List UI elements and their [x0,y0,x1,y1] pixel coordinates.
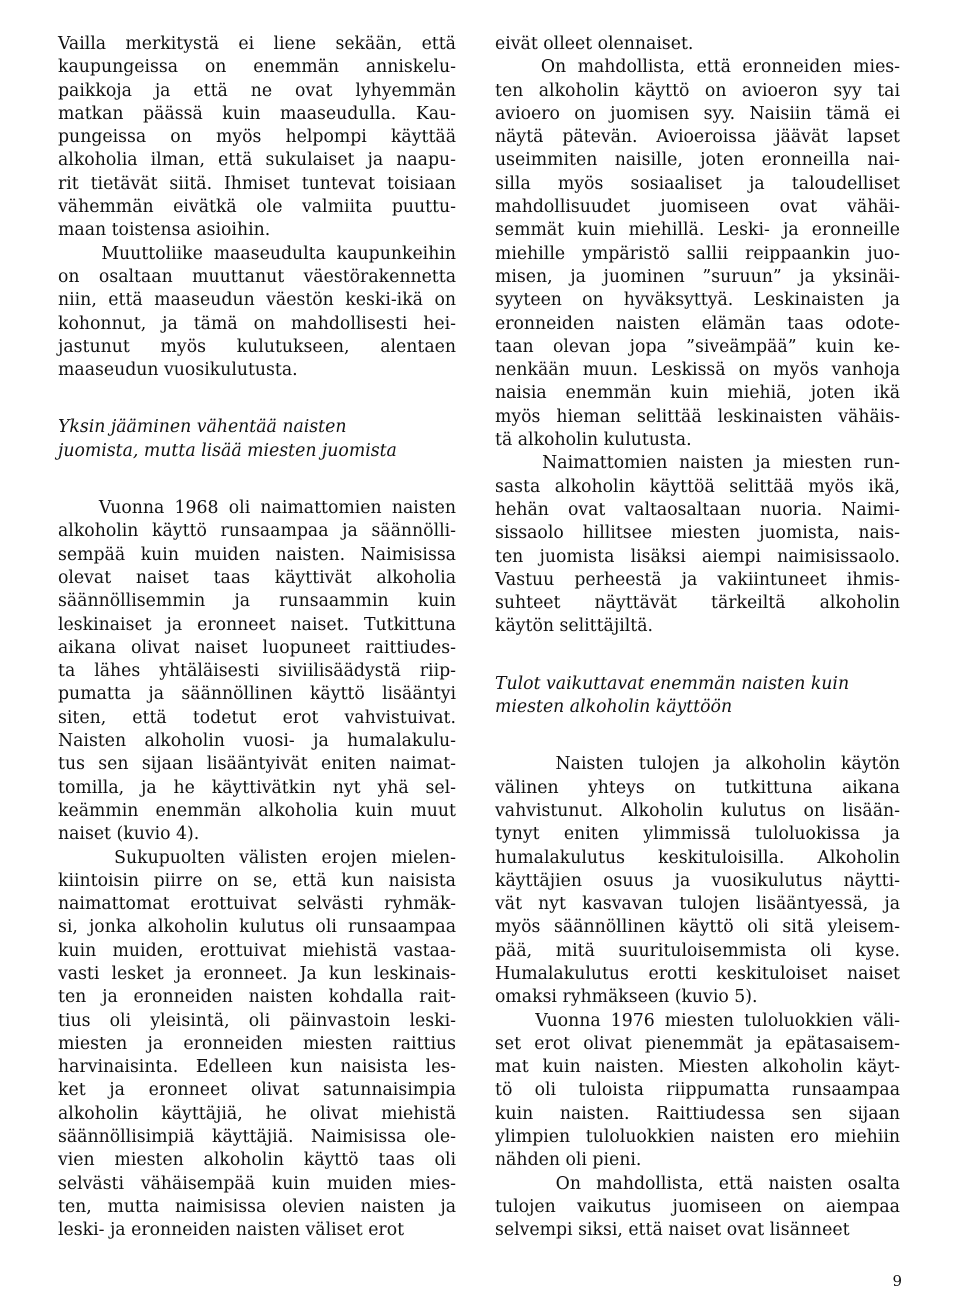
section-heading-line: juomista, mutta lisää miesten juomista [58,440,397,461]
paragraph-line: alkoholin käyttö runsaampaa ja säännölli- [58,521,456,542]
paragraph-line: myös säännöllinen käyttö oli sitä yleisem- [495,917,900,938]
paragraph-line: kuin naisten. Raittiudessa sen sijaan [495,1103,900,1124]
paragraph-line: omaksi ryhmäkseen (kuvio 5). [495,987,758,1008]
paragraph-line: ylimpien tuloluokkien naisten ero miehiin [495,1127,900,1148]
paragraph-line: tius oli yleisintä, oli päinvastoin leski- [58,1010,456,1031]
paragraph-line: naiset (kuvio 4). [58,824,200,845]
right-column [495,33,900,1243]
paragraph-line: alkoholin käyttäjiä, he olivat miehistä [58,1103,456,1124]
paragraph-line: mahdollisuudet juomiseen ovat vähäi- [495,197,900,218]
paragraph-line: sissaolo hillitsee miesten juomista, nais- [495,523,900,544]
paragraph-line: miesten ja eronneiden miesten raittius [58,1033,456,1054]
paragraph-line: myös hieman selittää leskinaisten vähäis- [495,406,900,427]
paragraph-line: vien miesten alkoholin käyttö taas oli [58,1150,456,1171]
paragraph-line: selvempi siksi, että naiset ovat lisänneet [495,1220,850,1241]
paragraph-line: misen, ja juominen ”suruun” ja yksinäi- [495,266,900,287]
paragraph-line: tus sen sijaan lisääntyivät eniten naimat- [58,754,456,775]
paragraph-line: leski- ja eronneiden naisten väliset erot [58,1220,405,1241]
left-column [58,33,456,1243]
paragraph-line: pumatta ja säännöllinen käyttö lisääntyi [58,684,456,705]
paragraph-line: näytä pätevän. Avioeroissa jäävät lapset [495,127,900,148]
paragraph-line: tulojen vaikutus juomiseen on aiempaa [495,1196,900,1217]
paragraph-line: semmät kuin miehillä. Leski- ja eronneille [495,220,900,241]
paragraph-line: maan toistensa asioihin. [58,220,271,241]
paragraph-line: set erot olivat pienemmät ja epätasaisem- [495,1033,900,1054]
paragraph-line: suhteet näyttävät tärkeiltä alkoholin [495,593,900,614]
paragraph-line: ta lähes yhtäläisesti siviilisäädystä riip- [58,661,456,682]
paragraph-line: tynyt eniten ylimmissä tuloluokissa ja [495,824,900,845]
paragraph-line: kohonnut, ja tämä on mahdollisesti hei- [58,313,456,334]
paragraph-line: selvästi vähäisempää kuin muiden mies- [58,1173,456,1194]
paragraph-line: taan olevan jopa ”siveämpää” kuin ke- [495,336,900,357]
paragraph-line: vähemmän eivätkä ole valmiita puuttu- [58,197,456,218]
paragraph-line: nähden oli pieni. [495,1150,642,1171]
paragraph-line: si, jonka alkoholin kulutus oli runsaampaa [58,917,456,938]
paragraph-line: sempää kuin muiden naisten. Naimisissa [58,544,456,565]
paragraph-line: kiintoisin piirre on se, että kun naisista [58,870,456,891]
paragraph-line: leskinaiset ja eronneet naiset. Tutkittuna [58,614,456,635]
paragraph-line: miehille ympäristö sallii reippaankin juo- [495,243,900,264]
paragraph-line: hehän ovat valtaosaltaan nuoria. Naimi- [495,499,900,520]
paragraph-line: matkan päässä kuin maaseudulla. Kau- [58,103,456,124]
paragraph-line: Naisten tulojen ja alkoholin käytön [495,754,900,775]
paragraph-line: eronneiden naisten elämän taas odote- [495,313,900,334]
paragraph-line: nenkään muun. Leskissä on myös vanhoja [495,360,900,381]
paragraph-line: Sukupuolten välisten erojen mielen- [58,847,456,868]
paragraph-line: olevat naiset taas käyttivät alkoholia [58,567,456,588]
paragraph-line: ten ja eronneiden naisten kohdalla rait- [58,987,456,1008]
paragraph-line: vahvistunut. Alkoholin kulutus on lisään- [495,800,900,821]
page-number: 9 [892,1272,902,1290]
paragraph-line: tä alkoholin kulutusta. [495,430,692,451]
paragraph-line: ten alkoholin käyttö on avioeron syy tai [495,80,900,101]
paragraph-line: harvinaisinta. Edelleen kun naisista les- [58,1057,456,1078]
paragraph-line: tomilla, ja he käyttivätkin nyt yhä sel- [58,777,456,798]
paragraph-line: käytön selittäjiltä. [495,616,654,637]
section-heading-line: miesten alkoholin käyttöön [495,697,733,718]
paragraph-line: kuin muiden, erottuivat miehistä vastaa- [58,940,456,961]
paragraph-line: ket ja eronneet olivat satunnaisimpia [58,1080,456,1101]
paragraph-line: vät nyt kasvavan tulojen lisääntyessä, ja [495,894,900,915]
paragraph-line: Vastuu perheestä ja vakiintuneet ihmis- [495,569,900,590]
paragraph-line: Vuonna 1976 miesten tuloluokkien väli- [495,1010,900,1031]
paragraph-line: alkoholia ilman, että sukulaiset ja naapu- [58,150,456,171]
paragraph-line: välinen yhteys on tutkittuna aikana [495,777,900,798]
paragraph-line: avioero on juomisen syy. Naisiin tämä ei [495,103,900,124]
paragraph-line: vasti lesket ja eronneet. Ja kun leskinais- [58,963,456,984]
paragraph-line: humalakulutus keskituloisilla. Alkoholin [495,847,900,868]
paragraph-line: ten, mutta naimisissa olevien naisten ja [58,1196,456,1217]
paragraph-line: niin, että maaseudun väestön keski-ikä on [58,290,456,311]
section-heading-line: Tulot vaikuttavat enemmän naisten kuin [495,673,850,694]
paragraph-line: On mahdollista, että eronneiden mies- [495,57,900,78]
paragraph-line: eivät olleet olennaiset. [495,34,694,54]
paragraph-line: On mahdollista, että naisten osalta [495,1173,900,1194]
paragraph-line: naimattomat erottuivat selvästi ryhmäk- [58,894,456,915]
paragraph-line: sasta alkoholin käyttöä selittää myös ikä, [495,476,900,497]
paragraph-line: syyteen on hyväksyttyä. Leskinaisten ja [495,290,900,311]
paragraph-line: säännöllisimpiä käyttäjiä. Naimisissa ole- [58,1127,456,1148]
paragraph-line: rit tietävät siitä. Ihmiset tuntevat toisiaan [58,173,456,194]
paragraph-line: paikkoja ja että ne ovat lyhyemmän [58,80,456,101]
paragraph-line: silla myös sosiaaliset ja taloudelliset [495,173,900,194]
paragraph-line: pungeissa on myös helpompi käyttää [58,127,456,148]
paragraph-line: on osaltaan muuttanut väestörakennetta [58,266,456,287]
paragraph-line: Naisten alkoholin vuosi- ja humalakulu- [58,731,456,752]
paragraph-line: useimmiten naisille, joten eronneilla nai- [495,150,900,171]
section-heading-line: Yksin jääminen vähentää naisten [58,417,347,438]
paragraph-line: tö oli tuloista riippumatta runsaampaa [495,1080,900,1101]
paragraph-line: Humalakulutus erotti keskituloiset naiset [495,963,900,984]
paragraph-line: jastunut myös kulutukseen, alentaen [58,336,456,357]
paragraph-line: pää, mitä suurituloisemmista oli kyse. [495,940,900,961]
paragraph-line: maaseudun vuosikulutusta. [58,360,298,381]
paragraph-line: Vuonna 1968 oli naimattomien naisten [58,498,456,519]
paragraph-line: mat kuin naisten. Miesten alkoholin käyt- [495,1057,900,1078]
paragraph-line: kaupungeissa on enemmän anniskelu- [58,57,456,78]
paragraph-line: siten, että todetut erot vahvistuivat. [58,707,456,728]
paragraph-line: säännöllisemmin ja runsaammin kuin [58,591,456,612]
paragraph-line: aikana olivat naiset luopuneet raittiudes- [58,637,456,658]
paragraph-line: Naimattomien naisten ja miesten run- [495,453,900,474]
paragraph-line: Muuttoliike maaseudulta kaupunkeihin [58,243,456,264]
paragraph-line: keämmin enemmän alkoholia kuin muut [58,800,456,821]
paragraph-line: naisia enemmän kuin miehiä, joten ikä [495,383,900,404]
paragraph-line: Vailla merkitystä ei liene sekään, että [58,34,456,54]
paragraph-line: käyttäjien osuus ja vuosikulutus näytti- [495,870,900,891]
paragraph-line: ten juomista lisäksi aiempi naimisissaolo. [495,546,900,567]
